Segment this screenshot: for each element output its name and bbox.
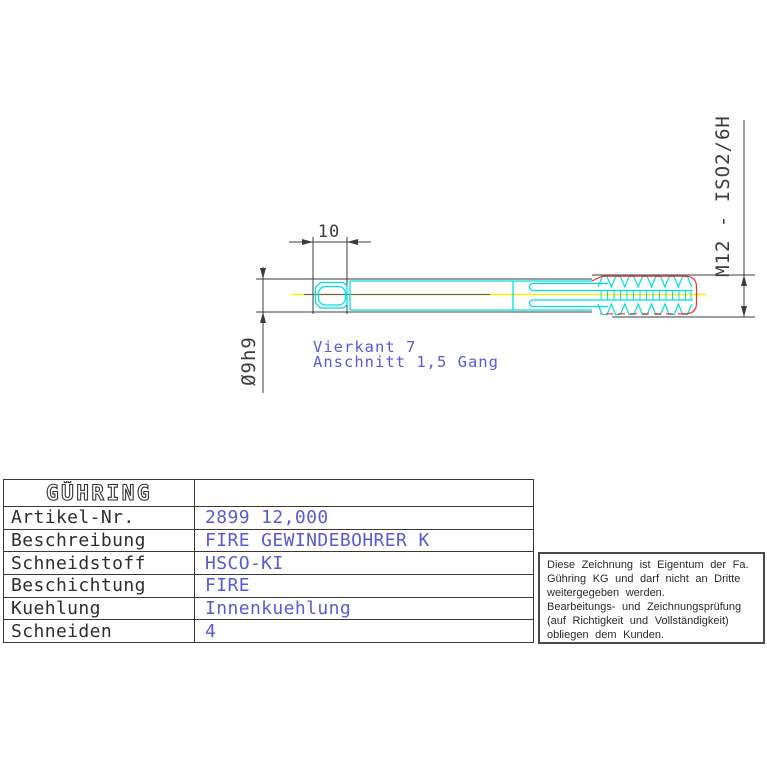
disclaimer-line: weitergegeben werden. <box>547 586 665 599</box>
disclaimer-line: obliegen dem Kunden. <box>547 628 665 641</box>
row-label: Beschichtung <box>4 575 195 597</box>
thread-crests-top <box>598 277 692 288</box>
row-value: 4 <box>205 620 217 642</box>
row-label: Schneiden <box>4 620 195 642</box>
logo-row-empty-cell <box>195 480 533 506</box>
tap-body-outline <box>316 277 694 315</box>
row-value: HSCO-KI <box>205 552 284 574</box>
row-value: Innenkuehlung <box>205 598 352 620</box>
table-row <box>4 574 533 597</box>
annotation-vierkant: Vierkant 7 <box>313 338 417 356</box>
guehring-logo <box>9 481 189 506</box>
disclaimer-line: Gühring KG und darf nicht an Dritte <box>547 572 741 585</box>
disclaimer-line: Diese Zeichnung ist Eigentum der Fa. <box>547 559 749 571</box>
table-row <box>4 619 533 642</box>
guehring-logo-text: GÜHRING <box>45 480 153 505</box>
table-row <box>4 529 533 552</box>
row-label: Beschreibung <box>4 530 195 552</box>
row-value: FIRE <box>205 575 250 597</box>
table-row <box>4 597 533 620</box>
row-label: Schneidstoff <box>4 552 195 574</box>
disclaimer-line: (auf Richtigkeit und Vollständigkeit) <box>547 614 729 627</box>
title-block-logo-row <box>4 480 533 506</box>
thread-roots <box>601 291 691 301</box>
dim-thread-spec-label: M12 - ISO2/6H <box>712 115 734 277</box>
dim-square-length-label: 10 <box>317 222 341 242</box>
row-label: Artikel-Nr. <box>4 507 195 529</box>
title-block <box>3 479 534 643</box>
row-label: Kuehlung <box>4 598 195 620</box>
table-row <box>4 551 533 574</box>
thread-crests-bottom <box>598 304 692 315</box>
disclaimer-line: Bearbeitungs- und Zeichnungsprüfung <box>547 600 742 613</box>
logo-cell <box>4 480 195 506</box>
dim-shank-diameter-label: Ø9h9 <box>238 336 260 386</box>
table-row <box>4 506 533 529</box>
disclaimer-box <box>538 552 765 644</box>
annotation-anschnitt: Anschnitt 1,5 Gang <box>313 353 499 371</box>
row-value: FIRE GEWINDEBOHRER K <box>205 530 430 551</box>
row-value: 2899 12,000 <box>205 507 329 529</box>
